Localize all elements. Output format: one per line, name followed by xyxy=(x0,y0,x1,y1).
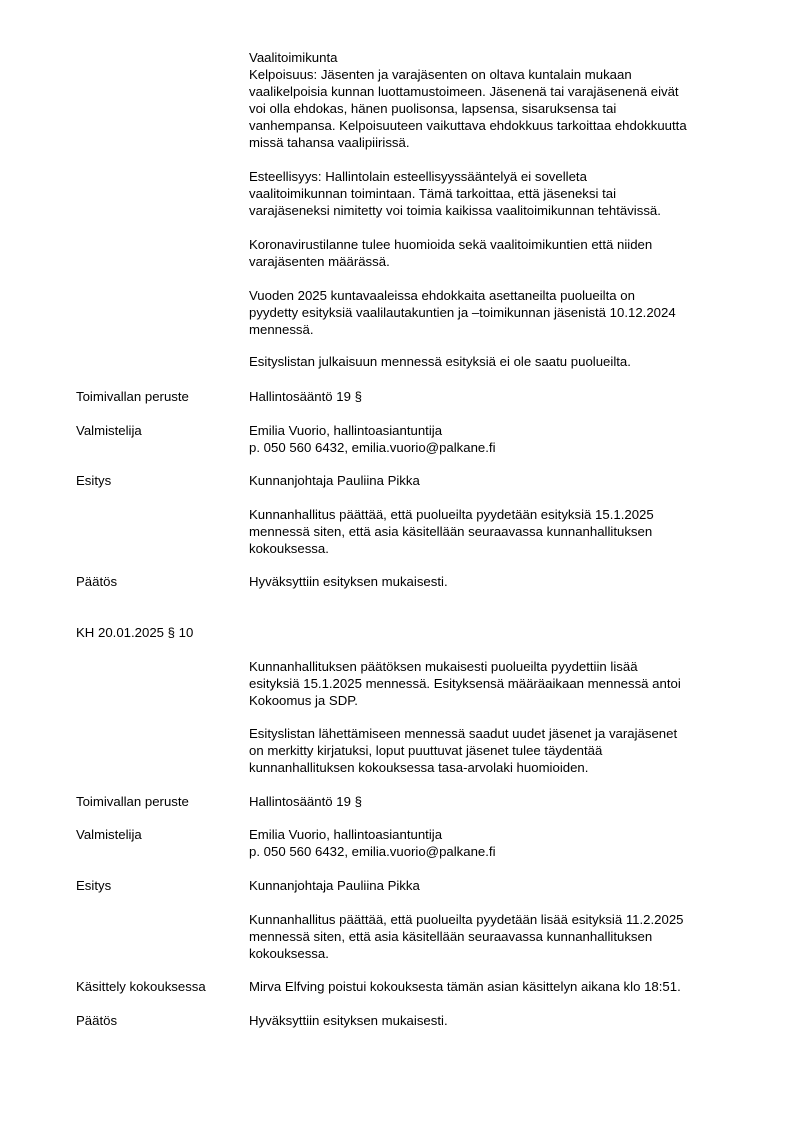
esteellisyys-paragraph xyxy=(249,168,661,219)
toimivalta-label-2: Toimivallan peruste xyxy=(76,794,189,809)
esitys-paragraph-2 xyxy=(249,911,684,962)
text-line: vanhempansa. Kelpoisuuteen vaikuttava ehdokkuus tarkoittaa ehdokkuutta xyxy=(249,118,687,133)
toimivalta-value-2: Hallintosääntö 19 § xyxy=(249,794,362,809)
valmistelija-value xyxy=(249,422,496,456)
paatos-label-2: Päätös xyxy=(76,1013,118,1028)
text-line: Emilia Vuorio, hallintoasiantuntija xyxy=(249,423,443,438)
kasittely-label: Käsittely kokouksessa xyxy=(76,979,206,994)
text-line: on merkitty kirjatuksi, loput puuttuvat jäsenet tulee täydentää xyxy=(249,743,603,758)
text-line: Kunnanhallitus päättää, että puolueilta pyydetään lisää esityksiä 11.2.2025 xyxy=(249,912,684,927)
esitys-value-2: Kunnanjohtaja Pauliina Pikka xyxy=(249,878,420,893)
kh-heading: KH 20.01.2025 § 10 xyxy=(76,625,194,640)
lahettaminen-paragraph xyxy=(249,725,677,776)
kasittely-value: Mirva Elfving poistui kokouksesta tämän asian käsittelyn aikana klo 18:51. xyxy=(249,979,681,994)
text-line: Kelpoisuus: Jäsenten ja varajäsenten on oltava kuntalain mukaan xyxy=(249,67,632,82)
toimivalta-value: Hallintosääntö 19 § xyxy=(249,389,362,404)
text-line: p. 050 560 6432, emilia.vuorio@palkane.fi xyxy=(249,844,496,859)
text-line: vaalitoimikunnan toimintaan. Tämä tarkoittaa, että jäseneksi tai xyxy=(249,186,617,201)
text-line: Kokoomus ja SDP. xyxy=(249,693,358,708)
esitys-label: Esitys xyxy=(76,473,112,488)
julkaisu-paragraph xyxy=(249,353,631,370)
toimivalta-label: Toimivallan peruste xyxy=(76,389,189,404)
text-line: voi olla ehdokas, hänen puolisonsa, lapsensa, sisaruksensa tai xyxy=(249,101,617,116)
esitys-paragraph xyxy=(249,506,654,557)
valmistelija-label: Valmistelija xyxy=(76,423,142,438)
vaalitoimikunta-title: Vaalitoimikunta xyxy=(249,50,338,65)
text-line: vaalikelpoisia kunnan luottamustoimeen. Jäsenenä tai varajäsenenä eivät xyxy=(249,84,679,99)
text-line: Kunnanhallituksen päätöksen mukaisesti puolueilta pyydettiin lisää xyxy=(249,659,638,674)
text-line: Vuoden 2025 kuntavaaleissa ehdokkaita asettaneilta puolueilta on xyxy=(249,288,635,303)
kh-intro-paragraph xyxy=(249,658,681,709)
text-line: mennessä siten, että asia käsitellään seuraavassa kunnanhallituksen xyxy=(249,929,653,944)
text-line: mennessä siten, että asia käsitellään seuraavassa kunnanhallituksen xyxy=(249,524,653,539)
text-line: mennessä. xyxy=(249,322,314,337)
text-line: esityksiä 15.1.2025 mennessä. Esityksensä määräaikaan mennessä antoi xyxy=(249,676,681,691)
text-line: kokouksessa. xyxy=(249,541,329,556)
esitys-value: Kunnanjohtaja Pauliina Pikka xyxy=(249,473,420,488)
paatos-value: Hyväksyttiin esityksen mukaisesti. xyxy=(249,574,448,589)
text-line: p. 050 560 6432, emilia.vuorio@palkane.fi xyxy=(249,440,496,455)
text-line: varajäseneksi nimitetty voi toimia kaikissa vaalitoimikunnan tehtävissä. xyxy=(249,203,661,218)
text-line: Esityslistan julkaisuun mennessä esityksiä ei ole saatu puolueilta. xyxy=(249,354,631,369)
valmistelija-value-2 xyxy=(249,826,496,860)
text-line: missä tahansa vaalipiirissä. xyxy=(249,135,410,150)
text-line: Emilia Vuorio, hallintoasiantuntija xyxy=(249,827,443,842)
text-line: kokouksessa. xyxy=(249,946,329,961)
text-line: Koronavirustilanne tulee huomioida sekä vaalitoimikuntien että niiden xyxy=(249,237,653,252)
valmistelija-label-2: Valmistelija xyxy=(76,827,142,842)
text-line: Esteellisyys: Hallintolain esteellisyyssääntelyä ei sovelleta xyxy=(249,169,587,184)
paatos-label: Päätös xyxy=(76,574,118,589)
text-line: Esityslistan lähettämiseen mennessä saadut uudet jäsenet ja varajäsenet xyxy=(249,726,678,741)
kelpoisuus-paragraph xyxy=(249,66,687,151)
text-line: varajäsenten määrässä. xyxy=(249,254,390,269)
text-line: kunnanhallituksen kokouksessa tasa-arvolaki huomioiden. xyxy=(249,760,589,775)
koronavirus-paragraph xyxy=(249,236,652,270)
paatos-value-2: Hyväksyttiin esityksen mukaisesti. xyxy=(249,1013,448,1028)
text-line: Kunnanhallitus päättää, että puolueilta pyydetään esityksiä 15.1.2025 xyxy=(249,507,654,522)
text-line: pyydetty esityksiä vaalilautakuntien ja –toimikunnan jäsenistä 10.12.2024 xyxy=(249,305,676,320)
esitys-label-2: Esitys xyxy=(76,878,112,893)
vuoden-2025-paragraph xyxy=(249,287,676,338)
